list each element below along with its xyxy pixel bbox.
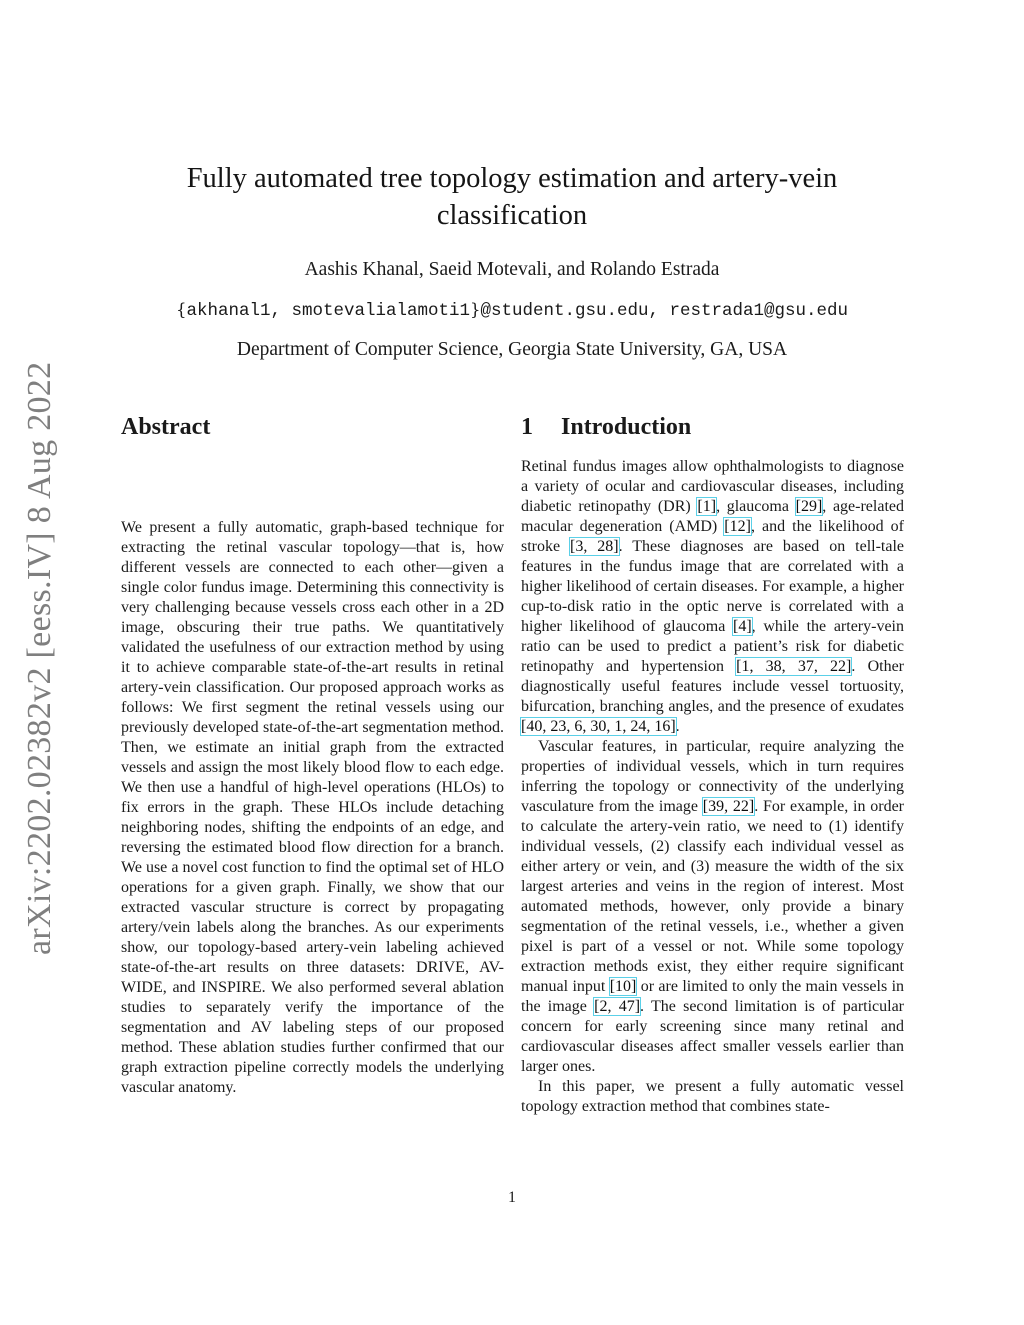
text-run: . Other diagnostically useful features include vessel tortuosity, bifurcation, branching angles, and the presence of exudates <box>521 658 905 715</box>
citation-link[interactable]: [3, 28] <box>570 538 619 555</box>
email-domain-group: @student.gsu.edu, <box>480 301 670 321</box>
citation-link[interactable]: [40, 23, 6, 30, 1, 24, 16] <box>521 718 676 735</box>
citation-link[interactable]: [29] <box>795 498 823 515</box>
citation-link[interactable]: [2, 47] <box>594 998 641 1015</box>
text-run: , age-related macular degeneration (AMD) <box>521 498 904 535</box>
paper-title: Fully automated tree topology estimation and artery-vein classification <box>186 163 838 231</box>
text-run: , and the likelihood of stroke <box>521 518 905 555</box>
abstract-paragraph: We present a fully automatic, graph-based technique for extracting the retinal vascular topology—that is, how different vessels are connected to each other—given a single color fundus image. Determining this connectivity is very challenging because vessels cross each other in a 2D image, obscuring their true paths. We quantitatively validated the usefulness of our extraction method by using it to achieve comparable state-of-the-art results in retinal artery-vein classification. Our proposed approach works as follows: We first segment the retinal vessels using our previously developed state-of-the-art segmentation method. Then, we estimate an initial graph from the extracted vessels and assign the most likely blood flow to each edge. We then use a handful of high-level operations (HLOs) to fix errors in the graph. These HLOs include detaching neighboring nodes, shifting the endpoints of an edge, and reversing the estimated blood flow direction for a branch. We use a novel cost function to find the optimal set of HLO operations for a given graph. Finally, we show that our extracted vascular structure is correct by propagating artery/vein labels along the branches. As our experiments show, our topology-based artery-vein labeling achieved state-of-the-art results on three datasets: DRIVE, AV-WIDE, and INSPIRE. We also performed several ablation studies to separately verify the importance of the segmentation and AV labeling steps of our proposed method. These ablation studies further confirmed that our graph extraction pipeline correctly models the underlying vascular anatomy. <box>121 519 504 1096</box>
text-run: Retinal fundus images allow ophthalmologists to diagnose a variety of ocular and cardiovascular diseases, including diabetic retinopathy (DR) <box>521 458 904 515</box>
text-run: , glaucoma <box>716 498 796 515</box>
text-run: . <box>675 718 680 735</box>
page-number: 1 <box>508 1189 516 1206</box>
section-title: Introduction <box>561 414 692 440</box>
email-open-brace: { <box>175 300 187 319</box>
abstract-heading: Abstract <box>121 414 211 440</box>
affiliation: Department of Computer Science, Georgia State University, GA, USA <box>236 339 788 360</box>
text-run: . For example, in order to calculate the artery-vein ratio, we need to (1) identify individual vessels, (2) classify each individual vessel as either artery or vein, and (3) measure the width of the six largest arteries and veins in the region of interest. Most automated methods, however, only provide a binary segmentation of the retinal vessels, i.e., whether a given pixel is part of a vessel or not. While some topology extraction methods exist, they either require significant manual input <box>521 798 905 995</box>
citation-link[interactable]: [12] <box>724 518 751 535</box>
email-user-group: akhanal1, smotevalialamoti1 <box>186 301 470 321</box>
text-run: or are limited to only the main vessels in the image <box>521 978 905 1015</box>
author-list: Aashis Khanal, Saeid Motevali, and Rolando Estrada <box>304 259 720 280</box>
arxiv-side-identifier: arXiv:2202.02382v2 [eess.IV] 8 Aug 2022 <box>21 361 58 955</box>
email-close-brace: } <box>469 300 481 319</box>
citation-link[interactable]: [1, 38, 37, 22] <box>736 658 852 675</box>
author-emails <box>120 297 904 324</box>
citation-link[interactable]: [1] <box>697 498 717 515</box>
section-heading-introduction <box>521 411 691 443</box>
intro-paragraph-1 <box>521 457 904 737</box>
citation-link[interactable]: [10] <box>609 978 637 995</box>
text-run: . The second limitation is of particular concern for early screening since many retinal and cardiovascular diseases affect smaller vessels earlier than larger ones. <box>521 998 905 1075</box>
text-run: , while the artery-vein ratio can be used to predict a patient’s risk for diabetic retinopathy and hypertension <box>521 618 904 675</box>
citation-link[interactable]: [39, 22] <box>702 798 755 815</box>
intro-paragraph-2 <box>521 737 904 1077</box>
section-number: 1 <box>521 414 533 440</box>
email-single: restrada1@gsu.edu <box>669 301 849 321</box>
text-run: Vascular features, in particular, require analyzing the properties of individual vessels, which in turn requires inferring the topology or connectivity of the underlying vasculature from the image <box>521 738 904 815</box>
abstract-body <box>121 518 504 1098</box>
citation-link[interactable]: [4] <box>733 618 752 635</box>
text-run: . These diagnoses are based on tell-tale features in the fundus image that are correlated with a higher likelihood of certain diseases. For example, a higher cup-to-disk ratio in the optic nerve is correlated with a higher likelihood of glaucoma <box>521 538 905 635</box>
introduction-body <box>521 457 904 1117</box>
intro-paragraph-3: In this paper, we present a fully automatic vessel topology extraction method that combines state- <box>521 1078 904 1115</box>
